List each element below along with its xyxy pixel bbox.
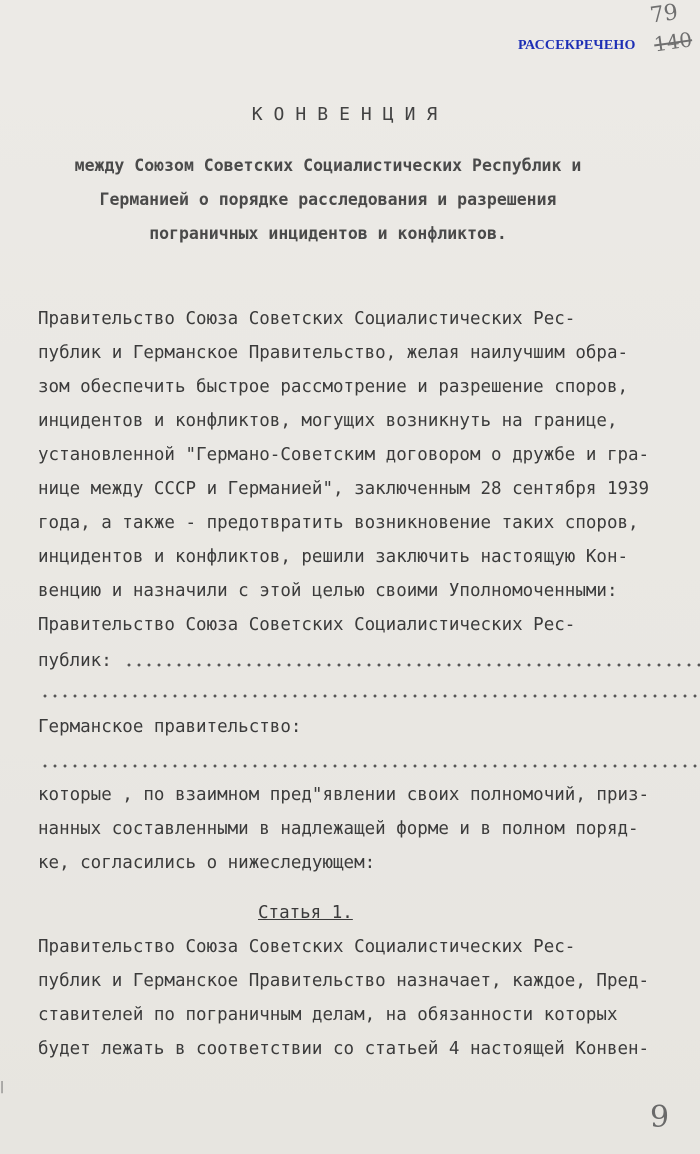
body-line: инцидентов и конфликтов, могущих возникнуть на границе, xyxy=(38,411,618,431)
archive-page-number xyxy=(648,0,693,56)
body-line: установленной "Германо-Советским договором о дружбе и гра- xyxy=(38,445,650,465)
body-line: инцидентов и конфликтов, решили заключить настоящую Кон- xyxy=(38,547,629,567)
body-line: нице между СССР и Германией", заключенным 28 сентября 1939 xyxy=(38,479,650,499)
article-line: ставителей по пограничным делам, на обязанности которых xyxy=(38,1005,618,1025)
body-line: Германское правительство: xyxy=(38,717,302,737)
dotted-fill-line xyxy=(40,694,700,698)
article-line: будет лежать в соответствии со статьей 4 настоящей Конвен- xyxy=(38,1039,650,1059)
margin-scribble: | xyxy=(0,1079,5,1093)
article-heading: Статья 1. xyxy=(258,903,353,923)
archive-number-top: 79 xyxy=(648,0,680,29)
body-line: нанных составленными в надлежащей форме и в полном поряд- xyxy=(38,819,639,839)
body-line: публик и Германское Правительство, желая наилучшим обра- xyxy=(38,343,629,363)
body-line: венцию и назначили с этой целью своими Уполномоченными: xyxy=(38,581,618,601)
handwritten-page-mark: 9 xyxy=(650,1100,670,1135)
declassified-stamp: РАССЕКРЕЧЕНО xyxy=(518,38,636,53)
archive-number-bottom: 140 xyxy=(652,27,694,57)
article-line: Правительство Союза Советских Социалистических Рес- xyxy=(38,937,576,957)
document-title: КОНВЕНЦИЯ xyxy=(251,104,449,125)
body-line: Правительство Союза Советских Социалистических Рес- xyxy=(38,615,576,635)
body-line: Правительство Союза Советских Социалистических Рес- xyxy=(38,309,576,329)
subtitle-line: Германией о порядке расследования и разрешения xyxy=(99,190,557,209)
body-line: публик: xyxy=(38,651,112,671)
body-line: которые , по взаимном пред"явлении своих полномочий, приз- xyxy=(38,785,650,805)
body-line: ке, согласились о нижеследующем: xyxy=(38,853,376,873)
dotted-fill-line xyxy=(40,764,700,768)
subtitle-line: между Союзом Советских Социалистических Республик и xyxy=(74,156,582,175)
body-line: года, а также - предотвратить возникновение таких споров, xyxy=(38,513,639,533)
dotted-fill-line xyxy=(124,663,700,667)
article-line: публик и Германское Правительство назначает, каждое, Пред- xyxy=(38,971,650,991)
subtitle-line: пограничных инцидентов и конфликтов. xyxy=(149,224,507,243)
body-line: зом обеспечить быстрое рассмотрение и разрешение споров, xyxy=(38,377,629,397)
